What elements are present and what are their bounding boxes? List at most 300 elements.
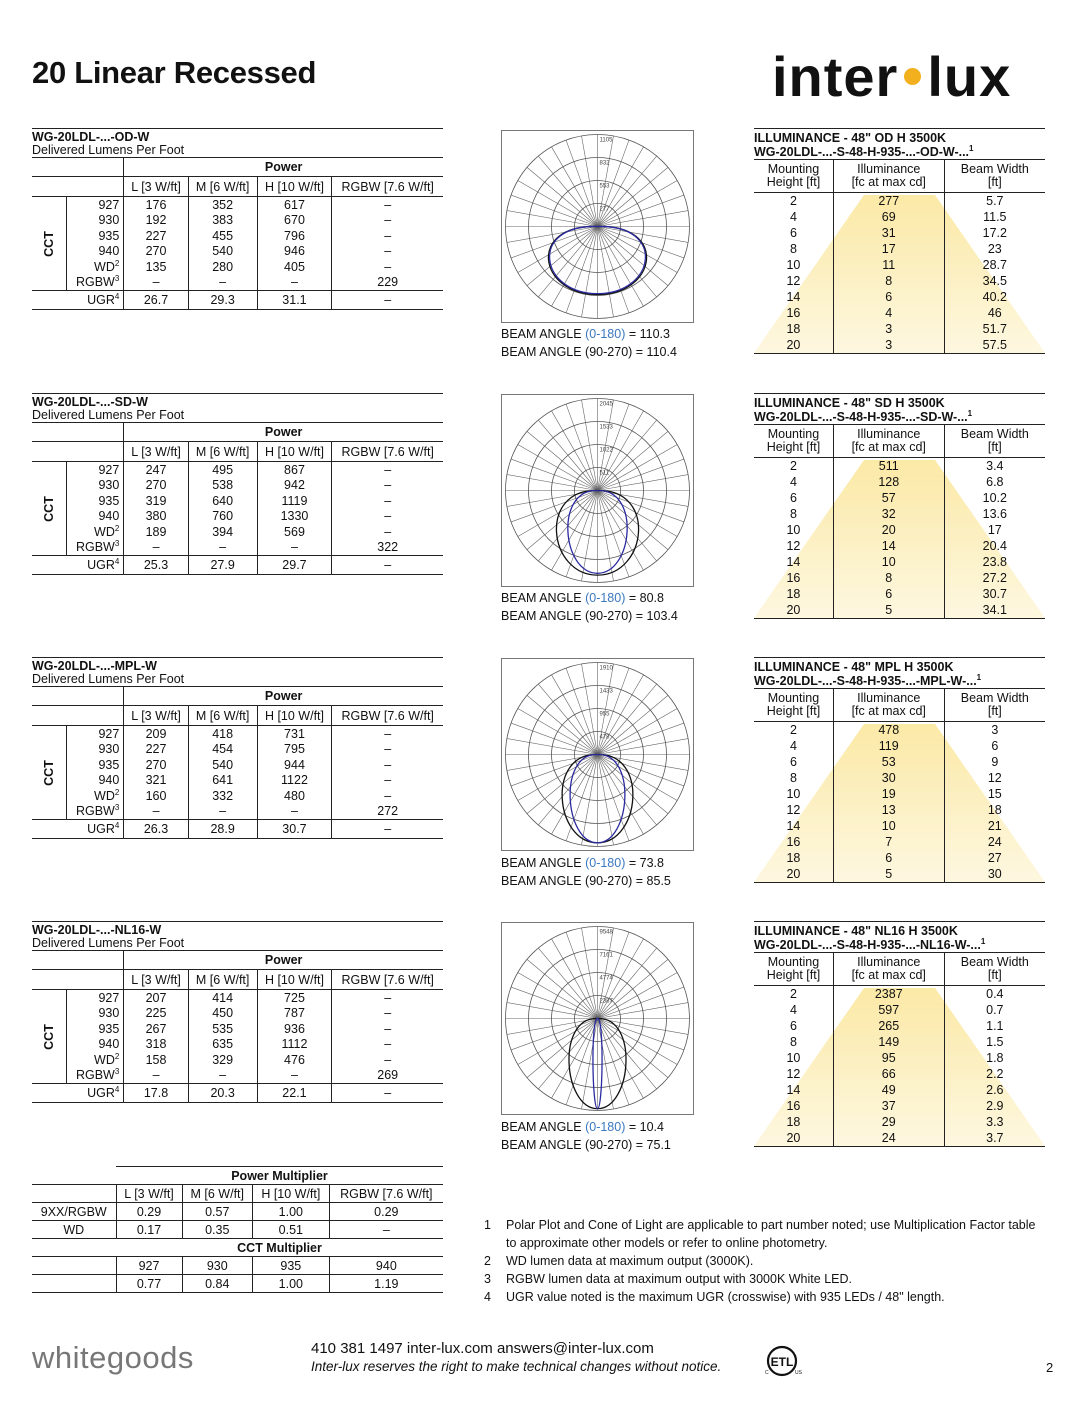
footnote-ref: 1 [967,408,973,418]
mounting-height: 4 [789,475,797,489]
table-cell: 380 [124,509,188,525]
beam-width: 3.7 [944,1130,1045,1147]
spec-subtitle: Delivered Lumens Per Foot [32,672,185,686]
power-multiplier-title: Power Multiplier [116,1167,443,1185]
beam-value: = 80.8 [628,591,664,605]
table-cell: 495 [188,462,257,478]
table-cell: 394 [188,524,257,540]
beam-angle-0-180 [501,325,677,343]
cct-label [32,462,66,556]
table-cell: 227 [124,228,188,244]
beam-width: 27.2 [944,570,1045,586]
table-cell: 247 [124,462,188,478]
polar-tick-label: 7161 [599,952,613,959]
illuminance-row [754,289,1045,305]
column-header: H [10 W/ft] [257,177,332,197]
mounting-height: 10 [786,523,801,537]
beam-width: 2.2 [944,1066,1045,1082]
beam-label: BEAM ANGLE [501,327,582,341]
footnote-text: Polar Plot and Cone of Light are applicable to part number noted; use Multiplication Factor table to approximate other models or refer to online photometry. [506,1218,1036,1250]
illuminance-table-wrap [754,159,1045,354]
svg-text:C: C [765,1370,769,1376]
table-row [32,726,443,742]
pm-cell: 0.29 [116,1203,182,1221]
row-label [66,509,124,525]
illuminance-row [754,1082,1045,1098]
table-cell: 229 [332,275,443,291]
row-label-text: RGBW [75,275,115,290]
table-row [32,804,443,820]
table-cell: – [332,773,443,789]
table-cell: – [257,540,332,556]
illuminance-value: 3 [833,337,944,354]
illuminance-value: 95 [833,1050,944,1066]
mounting-height: 14 [786,819,801,833]
column-header: RGBW [7.6 W/ft] [332,970,443,990]
beam-range: (0-180) [585,1120,626,1134]
footnote-number: 3 [484,1272,491,1286]
illuminance-row [754,273,1045,289]
table-cell: 270 [124,757,188,773]
mounting-height: 14 [786,1083,801,1097]
illuminance-col-header [944,425,1045,458]
table-cell: – [188,275,257,291]
cct-label [32,990,66,1084]
beam-width: 6.8 [944,474,1045,490]
illuminance-value: 149 [833,1034,944,1050]
illuminance-value: 37 [833,1098,944,1114]
beam-label: BEAM ANGLE [501,1120,582,1134]
table-cell: 670 [257,213,332,229]
header-line: Illuminance [857,691,921,705]
illuminance-row [754,802,1045,818]
row-label-text: WD [94,1052,115,1067]
beam-width: 30 [944,866,1045,883]
beam-width: 1.5 [944,1034,1045,1050]
footnote-text: WD lumen data at maximum output (3000K). [506,1254,754,1268]
spec-header [32,657,443,686]
mounting-height: 16 [786,835,801,849]
beam-angle-90-270: BEAM ANGLE (90-270) = 75.1 [501,1138,671,1152]
table-cell: – [332,524,443,540]
illuminance-model-text: WG-20LDL-...-S-48-H-935-...-SD-W-... [754,410,968,424]
footnote [484,1270,1044,1288]
cct-label-text: CCT [41,230,56,257]
footnote [484,1252,1044,1270]
ugr-value: – [332,556,443,575]
table-cell: 160 [124,788,188,804]
row-label-text: 927 [98,726,120,741]
ugr-value: 30.7 [257,820,332,839]
mounting-height: 10 [786,787,801,801]
illuminance-value: 29 [833,1114,944,1130]
table-cell: 455 [188,228,257,244]
mounting-height: 16 [786,571,801,585]
illuminance-row [754,570,1045,586]
cm-col: 927 [116,1257,182,1275]
mounting-height: 8 [789,507,797,521]
spec-model: WG-20LDL-...-OD-W [32,130,150,144]
illuminance-row [754,834,1045,850]
column-header: H [10 W/ft] [257,442,332,462]
illuminance-row [754,1066,1045,1082]
table-cell: 944 [257,757,332,773]
footnote-text: RGBW lumen data at maximum output with 3000K White LED. [506,1272,852,1286]
beam-width: 10.2 [944,490,1045,506]
table-row [32,788,443,804]
table-cell: 535 [188,1021,257,1037]
illuminance-row [754,305,1045,321]
footnote-ref: 1 [980,936,986,946]
column-header: M [6 W/ft] [188,177,257,197]
table-row [32,524,443,540]
header-line: Illuminance [857,162,921,176]
table-cell: – [332,1052,443,1068]
ugr-label-text: UGR [87,558,115,572]
beam-width: 3.4 [944,458,1045,475]
table-cell: 405 [257,259,332,275]
illuminance-row [754,554,1045,570]
beam-width: 6 [944,738,1045,754]
ugr-value: 29.3 [188,291,257,310]
table-row [32,773,443,789]
illuminance-value: 32 [833,506,944,522]
table-cell: 269 [332,1068,443,1084]
column-header: RGBW [7.6 W/ft] [332,177,443,197]
mounting-height: 6 [789,226,797,240]
mounting-height: 2 [789,459,797,473]
polar-plot [501,922,694,1115]
illuminance-row [754,738,1045,754]
table-cell: – [257,275,332,291]
illuminance-value: 10 [833,554,944,570]
illuminance-col-header [833,689,944,722]
header-line: Illuminance [857,427,921,441]
table-row [32,462,443,478]
mounting-height: 8 [789,1035,797,1049]
table-cell: 1330 [257,509,332,525]
logo-dot-icon [904,68,921,85]
ugr-value: 22.1 [257,1084,332,1103]
pm-cell: 1.00 [252,1203,329,1221]
table-row [32,509,443,525]
illuminance-title: ILLUMINANCE - 48" OD H 3500K [754,131,947,145]
table-cell: – [332,757,443,773]
illuminance-value: 30 [833,770,944,786]
mounting-height: 4 [789,739,797,753]
table-cell: – [332,244,443,260]
power-label: Power [124,158,443,177]
header-line: [ft] [987,704,1002,718]
table-cell: 352 [188,197,257,213]
row-label-text: 940 [98,244,120,259]
illuminance-row [754,506,1045,522]
illuminance-row [754,586,1045,602]
beam-angle-90-270: BEAM ANGLE (90-270) = 85.5 [501,874,671,888]
ugr-row [32,1084,443,1103]
footnote-number: 1 [484,1218,491,1232]
beam-width: 46 [944,305,1045,321]
beam-width: 34.1 [944,602,1045,619]
row-label [66,275,124,291]
table-cell: 414 [188,990,257,1006]
row-label-text: 930 [98,1006,120,1021]
mounting-height: 14 [786,555,801,569]
row-label [66,259,124,275]
beam-width: 1.8 [944,1050,1045,1066]
page-number: 2 [1046,1360,1054,1375]
polar-tick-label: 511 [599,470,610,477]
illuminance-col-header [754,425,833,458]
blank-cell [32,423,124,442]
illuminance-title: ILLUMINANCE - 48" MPL H 3500K [754,660,954,674]
row-label [66,773,124,789]
row-label-text: 930 [98,213,120,228]
mounting-height: 20 [754,602,833,619]
ugr-label-text: UGR [87,293,115,307]
illuminance-row [754,1002,1045,1018]
table-cell: 538 [188,478,257,494]
illuminance-row [754,193,1045,210]
mounting-height: 20 [754,1130,833,1147]
illuminance-header [754,921,1045,952]
row-label [66,493,124,509]
illuminance-row [754,209,1045,225]
illuminance-header [754,128,1045,159]
mounting-height: 12 [786,274,801,288]
row-label [66,213,124,229]
illuminance-value: 6 [833,289,944,305]
mounting-height: 20 [754,866,833,883]
table-row [32,213,443,229]
footnote-ref: 2 [114,523,120,533]
mounting-height: 12 [786,803,801,817]
illuminance-value: 277 [833,193,944,210]
table-cell: 1119 [257,493,332,509]
svg-text:ETL: ETL [770,1355,794,1369]
header-line: Height [ft] [766,440,821,454]
footnote-ref: 4 [114,291,120,301]
polar-tick-label: 1105 [599,137,613,144]
beam-angle-0-180 [501,589,678,607]
table-cell: 569 [257,524,332,540]
beam-width: 15 [944,786,1045,802]
etl-listed-icon [762,1344,802,1378]
row-label-text: 935 [98,1021,120,1036]
illuminance-title: ILLUMINANCE - 48" SD H 3500K [754,396,945,410]
power-header-row [32,687,443,706]
ugr-label [32,291,124,310]
illuminance-block [754,393,1045,619]
illuminance-value: 2387 [833,986,944,1003]
table-cell: 189 [124,524,188,540]
illuminance-value: 119 [833,738,944,754]
mounting-height: 16 [786,306,801,320]
table-cell: 540 [188,244,257,260]
header-line: [fc at max cd] [851,440,926,454]
footnote [484,1288,1044,1306]
table-cell: 936 [257,1021,332,1037]
illuminance-value: 11 [833,257,944,273]
cct-label [32,726,66,820]
footnote-ref: 2 [114,258,120,268]
beam-width: 2.9 [944,1098,1045,1114]
header-line: Mounting [767,162,820,176]
ugr-label-text: UGR [87,1086,115,1100]
table-cell: 270 [124,244,188,260]
illuminance-row [754,522,1045,538]
illuminance-row [754,754,1045,770]
illuminance-col-header-row [754,425,1045,458]
table-row [32,1037,443,1053]
ugr-value: – [332,291,443,310]
beam-width: 17 [944,522,1045,538]
lumens-table [32,950,443,1103]
pm-col: L [3 W/ft] [116,1185,182,1203]
table-cell: 329 [188,1052,257,1068]
table-cell: 207 [124,990,188,1006]
pm-cell: 0.51 [252,1221,329,1239]
table-cell: 617 [257,197,332,213]
polar-plot [501,658,694,851]
contact-info: 410 381 1497 inter-lux.com answers@inter-lux.com [311,1340,654,1357]
beam-angle-0-180 [501,1118,671,1136]
table-cell: – [332,462,443,478]
table-cell: 1122 [257,773,332,789]
beam-width: 0.4 [944,986,1045,1003]
mounting-height: 4 [789,210,797,224]
row-label-text: WD [94,788,115,803]
row-label [66,1037,124,1053]
pm-cell: 0.35 [182,1221,252,1239]
table-cell: 641 [188,773,257,789]
illuminance-row [754,722,1045,739]
pm-row-label: WD [32,1221,116,1239]
mounting-height: 16 [786,1099,801,1113]
table-cell: – [257,1068,332,1084]
beam-angle-block [501,325,677,361]
mounting-height: 10 [786,258,801,272]
polar-tick-label: 4774 [599,975,613,982]
beam-angle-block [501,589,678,625]
table-cell: 1112 [257,1037,332,1053]
row-label-text: 935 [98,228,120,243]
polar-tick-label: 1910 [599,665,613,672]
table-cell: 454 [188,742,257,758]
cct-label [32,197,66,291]
footnote-ref: 4 [114,1084,120,1094]
row-label [66,228,124,244]
table-cell: – [188,804,257,820]
illuminance-row [754,257,1045,273]
table-cell: 942 [257,478,332,494]
table-cell: 795 [257,742,332,758]
spec-model: WG-20LDL-...-MPL-W [32,659,157,673]
beam-label: BEAM ANGLE [501,591,582,605]
beam-width: 5.7 [944,193,1045,210]
mounting-height: 18 [786,587,801,601]
illuminance-value: 8 [833,570,944,586]
table-cell: – [124,1068,188,1084]
beam-width: 27 [944,850,1045,866]
ugr-value: 28.9 [188,820,257,839]
pm-cell: 0.29 [329,1203,443,1221]
row-label-text: 935 [98,493,120,508]
polar-tick-label: 1433 [599,688,613,695]
footnote-ref: 1 [976,672,982,682]
ugr-value: 17.8 [124,1084,188,1103]
beam-width: 57.5 [944,337,1045,354]
row-label [66,197,124,213]
table-cell: 158 [124,1052,188,1068]
mounting-height: 2 [789,987,797,1001]
beam-width: 12 [944,770,1045,786]
illuminance-value: 10 [833,818,944,834]
header-line: [fc at max cd] [851,704,926,718]
illuminance-row [754,1018,1045,1034]
table-cell: – [124,540,188,556]
header-line: [ft] [987,440,1002,454]
table-cell: 135 [124,259,188,275]
interlux-logo [772,44,1011,109]
row-label [66,757,124,773]
spec-model: WG-20LDL-...-SD-W [32,395,148,409]
illuminance-col-header [754,953,833,986]
column-header: RGBW [7.6 W/ft] [332,706,443,726]
illuminance-row [754,986,1045,1003]
beam-width: 28.7 [944,257,1045,273]
mounting-height: 6 [789,1019,797,1033]
illuminance-row [754,1098,1045,1114]
row-label-text: 935 [98,757,120,772]
illuminance-value: 6 [833,850,944,866]
illuminance-value: 24 [833,1130,944,1147]
mounting-height: 4 [789,1003,797,1017]
table-cell: 383 [188,213,257,229]
illuminance-model-text: WG-20LDL-...-S-48-H-935-...-NL16-W-... [754,938,981,952]
beam-width: 34.5 [944,273,1045,289]
table-cell: – [332,509,443,525]
illuminance-col-header [754,689,833,722]
cm-col: 930 [182,1257,252,1275]
spec-block [32,393,443,575]
table-cell: 192 [124,213,188,229]
illuminance-col-header-row [754,689,1045,722]
mounting-height: 8 [789,771,797,785]
table-cell: 322 [332,540,443,556]
illuminance-value: 597 [833,1002,944,1018]
illuminance-value: 20 [833,522,944,538]
table-cell: 731 [257,726,332,742]
illuminance-col-header-row [754,953,1045,986]
illuminance-value: 53 [833,754,944,770]
table-cell: – [332,493,443,509]
mounting-height: 6 [789,755,797,769]
illuminance-row [754,818,1045,834]
header-line: [ft] [987,968,1002,982]
table-row [32,1006,443,1022]
column-header: M [6 W/ft] [188,442,257,462]
illuminance-value: 66 [833,1066,944,1082]
table-cell: 267 [124,1021,188,1037]
illuminance-value: 49 [833,1082,944,1098]
table-row [32,493,443,509]
illuminance-table [754,159,1045,354]
header-line: Beam Width [960,691,1029,705]
footnote-ref: 3 [114,1067,120,1077]
polar-tick-label: 478 [599,734,610,741]
illuminance-col-header [944,160,1045,193]
